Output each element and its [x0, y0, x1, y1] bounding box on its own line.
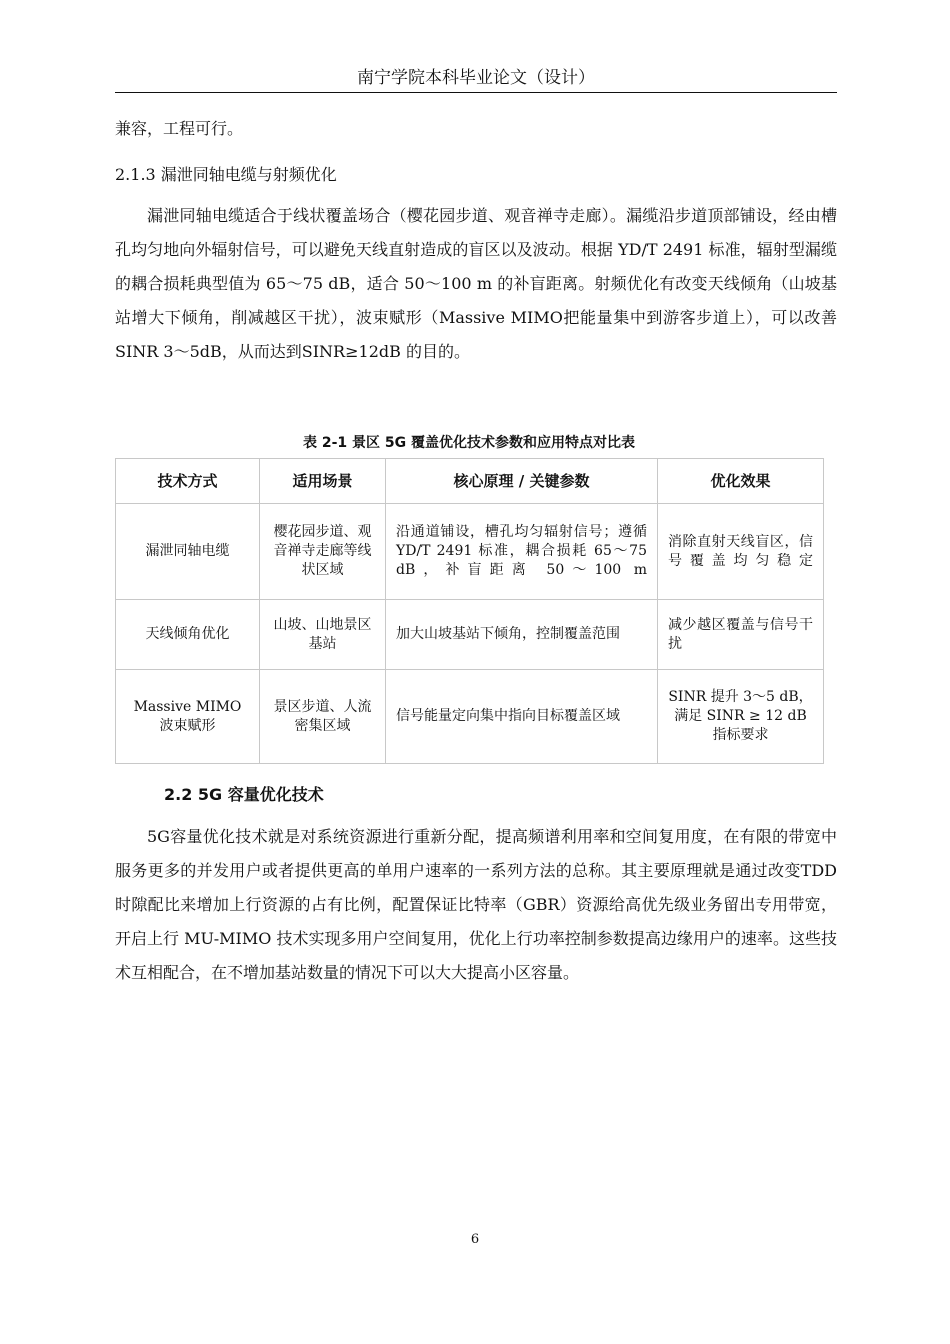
table-cell: 沿通道铺设，槽孔均匀辐射信号；遵循 YD/T 2491 标准，耦合损耗 65～75 dB，补盲距离 50～100 m [386, 504, 658, 600]
paragraph-leaky-cable: 漏泄同轴电缆适合于线状覆盖场合（樱花园步道、观音禅寺走廊）。漏缆沿步道顶部铺设，经由槽孔均匀地向外辐射信号，可以避免天线直射造成的盲区以及波动。根据 YD/T 2491 标准，辐射型漏缆的耦合损耗典型值为 65～75 dB，适合 50～100 m 的补盲距离。射频优化有改变天线倾角（山坡基站增大下倾角，削减越区干扰），波束赋形（Massive MIMO把能量集中到游客步道上），可以改善 SINR 3～5dB，从而达到SINR≥12dB 的目的。 [115, 206, 837, 361]
table-cell: 景区步道、人流密集区域 [260, 670, 386, 764]
table-caption: 表 2-1 景区 5G 覆盖优化技术参数和应用特点对比表 [302, 435, 636, 451]
table-cell: 漏泄同轴电缆 [116, 504, 260, 600]
intro-line: 兼容，工程可行。 [115, 119, 244, 138]
section-heading-2-1-3: 2.1.3 漏泄同轴电缆与射频优化 [115, 165, 337, 184]
table-row [116, 670, 824, 764]
section-heading-2-2: 2.2 5G 容量优化技术 [164, 785, 324, 804]
paragraph-capacity: 5G容量优化技术就是对系统资源进行重新分配，提高频谱利用率和空间复用度，在有限的带宽中服务更多的并发用户或者提供更高的单用户速率的一系列方法的总称。其主要原理就是通过改变TDD时隙配比来增加上行资源的占有比例，配置保证比特率（GBR）资源给高优先级业务留出专用带宽，开启上行 MU-MIMO 技术实现多用户空间复用，优化上行功率控制参数提高边缘用户的速率。这些技术互相配合，在不增加基站数量的情况下可以大大提高小区容量。 [115, 827, 837, 982]
header-cell: 核心原理 / 关键参数 [386, 459, 658, 504]
table-row [116, 600, 824, 670]
table-cell: 消除直射天线盲区，信号覆盖均匀稳定 [658, 504, 824, 600]
page-number: 6 [470, 1232, 480, 1247]
comparison-table [115, 458, 824, 764]
table-cell: 天线倾角优化 [116, 600, 260, 670]
table-row [116, 504, 824, 600]
table-cell: 樱花园步道、观音禅寺走廊等线状区域 [260, 504, 386, 600]
table-cell: SINR 提升 3～5 dB，满足 SINR ≥ 12 dB 指标要求 [658, 670, 824, 764]
header-cell: 技术方式 [116, 459, 260, 504]
table-cell: Massive MIMO 波束赋形 [116, 670, 260, 764]
table-cell: 减少越区覆盖与信号干扰 [658, 600, 824, 670]
header-cell: 适用场景 [260, 459, 386, 504]
table-cell: 山坡、山地景区基站 [260, 600, 386, 670]
page-header: 南宁学院本科毕业论文（设计） [115, 64, 837, 93]
header-cell: 优化效果 [658, 459, 824, 504]
table-cell: 信号能量定向集中指向目标覆盖区域 [386, 670, 658, 764]
table-cell: 加大山坡基站下倾角，控制覆盖范围 [386, 600, 658, 670]
table-header-row [116, 459, 824, 504]
